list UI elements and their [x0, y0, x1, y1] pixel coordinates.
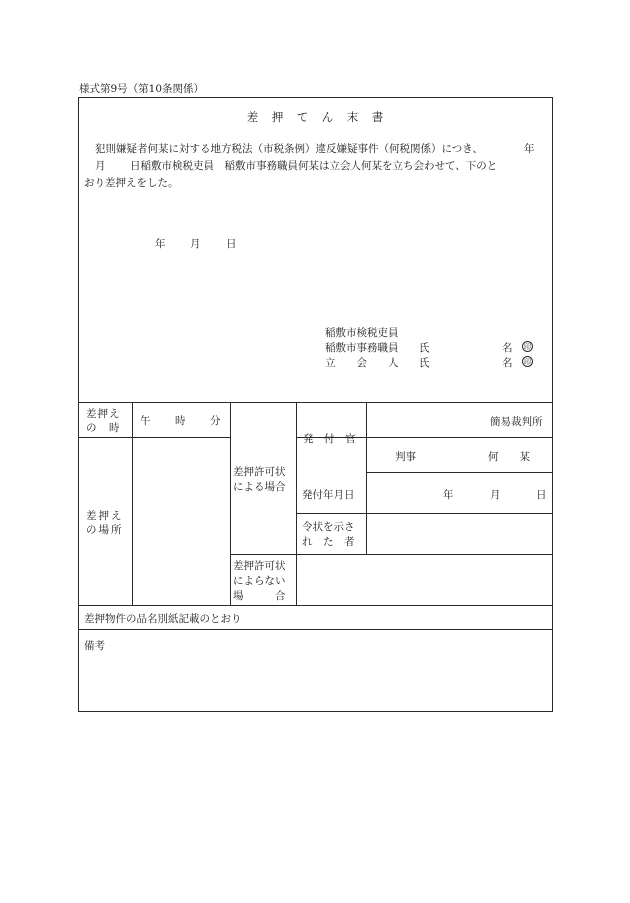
time-gozen: 午: [140, 415, 151, 427]
issue-day: 日: [536, 489, 547, 501]
time-minute: 分: [210, 415, 221, 427]
warrant-shown-label: 令状を示さ: [302, 521, 355, 533]
court-name: 簡易裁判所: [490, 416, 543, 428]
signer-tax-officer: 稲敷市検税吏員: [325, 327, 399, 339]
signer-clerk-shi: 氏: [419, 342, 430, 354]
narrative-year: 年: [524, 143, 535, 155]
no-warrant-label-3: 場 合: [233, 590, 286, 602]
date-month: 月: [190, 238, 201, 250]
narrative-line-2: 日稲敷市検税吏員 稲敷市事務職員何某は立会人何某を立ち会わせて、下のと: [130, 160, 498, 172]
date-year: 年: [155, 238, 166, 250]
issuer-label: 発 付 官: [303, 433, 356, 445]
form-number-label: 様式第9号（第10条関係）: [79, 83, 205, 95]
time-hour: 時: [175, 415, 186, 427]
signer-clerk-role: 稲敷市事務職員: [325, 342, 399, 354]
narrative-line-3: おり差押えをした。: [84, 177, 179, 189]
warrant-case-label: 差押許可状: [233, 466, 286, 478]
judge-name: 何 某: [488, 451, 530, 463]
seizure-place-label: 差押え: [86, 510, 124, 522]
no-warrant-label: 差押許可状: [233, 560, 286, 572]
seal-icon: 印: [524, 358, 531, 366]
issue-date-label: 発付年月日: [302, 489, 355, 501]
issue-month: 月: [490, 489, 501, 501]
no-warrant-label-2: によらない: [233, 575, 286, 587]
seizure-time-label: 差押え: [86, 408, 121, 420]
issue-year: 年: [443, 489, 454, 501]
seal-icon: 印: [524, 343, 531, 351]
warrant-case-label-2: による場合: [233, 481, 286, 493]
date-day: 日: [226, 238, 237, 250]
seizure-time-label-2: の 時: [86, 422, 121, 434]
seized-items-note: 差押物件の品名別紙記載のとおり: [84, 613, 242, 625]
signer-witness-mei: 名: [502, 357, 513, 369]
signer-clerk-mei: 名: [502, 342, 513, 354]
narrative-line-1: 犯則嫌疑者何某に対する地方税法（市税条例）違反嫌疑事件（何税関係）につき、: [95, 143, 483, 155]
seizure-place-label-2: の場所: [86, 524, 124, 536]
narrative-month: 月: [95, 160, 106, 172]
document-title: 差 押 て ん 末 書: [246, 110, 385, 124]
signer-witness-role: 立 会 人: [325, 357, 399, 369]
remarks-label: 備考: [84, 640, 105, 652]
judge-label: 判事: [395, 451, 416, 463]
signer-witness-shi: 氏: [419, 357, 430, 369]
warrant-shown-label-2: れ た 者: [302, 536, 355, 548]
